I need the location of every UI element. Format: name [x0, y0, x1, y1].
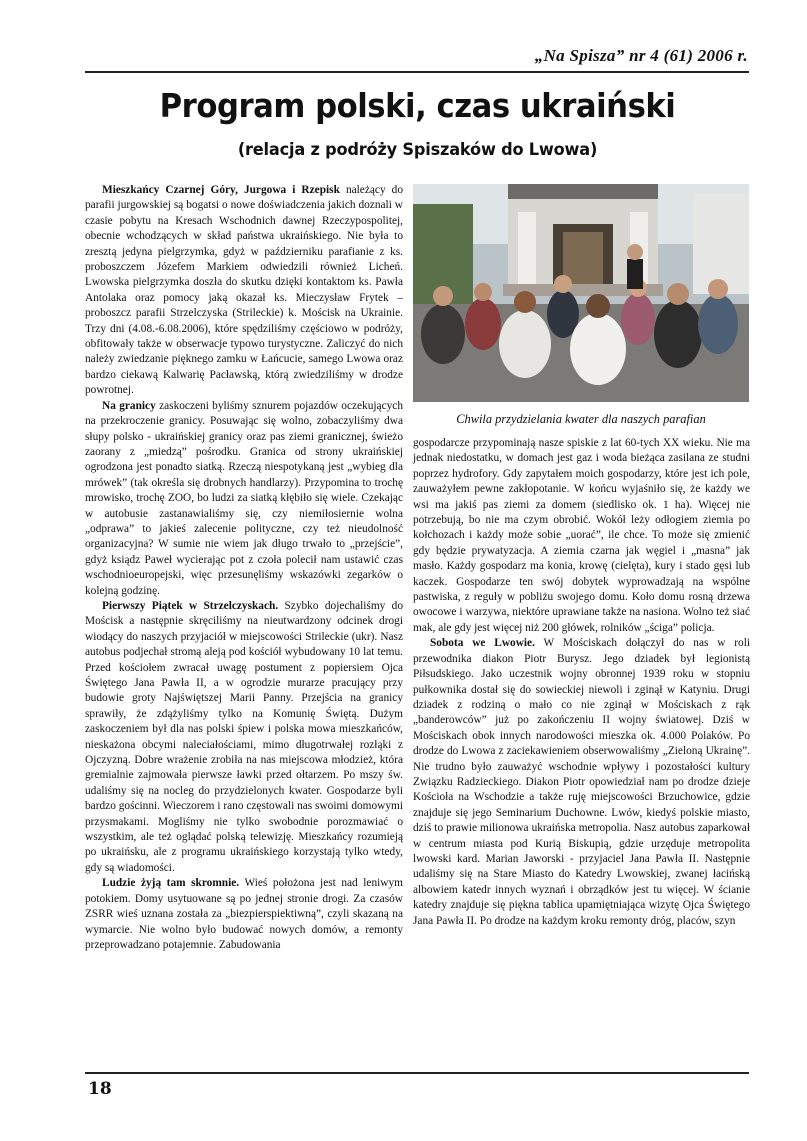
- paragraph: Mieszkańcy Czarnej Góry, Jurgowa i Rzepisk należący do parafii jurgowskiej są bogatsi o nowe doświadczenia jakich doznali w czasie pobytu na Kresach Wschodnich dawnej Rzeczypospolitej, obecnie wchodzących w skład państwa ukraińskiego. Nie była to zresztą jedyna pielgrzymka, gdyż w październiku parafianie z ks. proboszczem Józefem Markiem odwiedzili również Licheń. Lwowska pielgrzymka doszła do skutku dzięki kontaktom ks. Pawła Antolaka oraz pomocy jaką okazał ks. Mieczysław Frytek – proboszcz parafii Strzelczyska (Strileckie) k. Mościsk na Ukrainie. Trzy dni (4.08.-6.08.2006), które spędziliśmy częściowo w podróży, obfitowały także w obserwacje typowo turystyczne. Zaliczyć do nich należy zwiedzanie pięknego zamku w Łańcucie, samego Lwowa oraz bardzo ciekawą Kalwarię Pacławską, którą zwiedziliśmy w drodze powrotnej.: [85, 184, 404, 397]
- header-rule: [85, 71, 749, 73]
- page-number: 18: [88, 1079, 112, 1099]
- footer-rule: [85, 1072, 749, 1074]
- photo-caption: Chwila przydzielania kwater dla naszych parafian: [456, 412, 706, 426]
- left-column: [85, 183, 403, 953]
- paragraph: Pierwszy Piątek w Strzelczyskach. Szybko dojechaliśmy do Mościsk a następnie skręciliśmy na nieutwardzony odcinek drogi wiodący do naszych przyjaciół w miejscowości Strileckie (ukr). Nasz autobus podjechał stromą aleją pod kościół wybudowany 10 lat temu. Przed kościołem zwracał uwagę postument z popiersiem Ojca Świętego Jana Pawła II, a w ogrodzie murarze pracujący przy budowie groty Najświętszej Marii Panny. Przejścia na granicy sprawiły, że zdążyliśmy tylko na Komunię Świętą. Dużym zaskoczeniem był dla nas polski śpiew i polska mowa mieszkańców, nieskażona obcymi naleciałościami, mimo długotrwałej rozłąki z Ojczyzną. Dobre wrażenie zrobiła na nas miejscowa młodzież, która gremialnie zajmowała pierwsze ławki przed ołtarzem. Po mszy św. udaliśmy się na nocleg do przydzielonych kwater. Gospodarze byli bardzo gościnni. Wieczorem i rano częstowali nas swoimi domowymi przysmakami. Mogliśmy nie tylko swobodnie porozmawiać o wszystkim, ale też oglądać polską telewizję. Mieszkańcy rozumieją po ukraińsku, ale z programu ukraińskiego korzystają tylko wtedy, gdy są wiadomości.: [85, 599, 404, 874]
- paragraph: gospodarcze przypominają nasze spiskie z lat 60-tych XX wieku. Nie ma jednak niedostatku, w domach jest gaz i woda bieżąca zasilana ze studni poprzez hydrofory. Gdy zapytałem moich gospodarzy, które jest ich pole, zauważyłem pewne zakłopotanie. W końcu wyjaśniło się, że każdy we wsi ma jakiś pas ziemi za domem (siedlisko ok. 1 ha). Więcej nie potrzebują, bo nie ma czym obrobić. Wokół leży odłogiem ziemia po kołchozach i każdy może sobie „uorać”, ile chce. To może się zmienić gdy będzie prywatyzacja. A ziemia czarna jak węgiel i „masna” jak masło. Każdy gospodarz ma konia, krowę (cielęta), kury i stado gęsi lub kaczek. Gospodarze ten swój dobytek wyprowadzają na wspólne pastwiska, z reguły w pobliżu swojego domu. Koło domu rosną drzewa owocowe i warzywa, niektóre uprawiane także na nasiona. Wolno też siać mak, ale gdy jest więcej niż 200 główek, rolników „ściga” policja.: [413, 437, 750, 634]
- article-title: Program polski, czas ukraiński: [159, 86, 676, 125]
- paragraph: Ludzie żyją tam skromnie. Wieś położona jest nad leniwym potokiem. Domy usytuowane są po jednej stronie drogi. Za czasów ZSRR wieś uznana została za „biezpierspiektiwną”, czyli skazaną na wymarcie. Nie wolno było budować nowych domów, a remonty przeprowadzano potajemnie. Zabudowania: [85, 877, 403, 951]
- church-group-photo: [413, 184, 749, 402]
- article-subtitle: (relacja z podróży Spiszaków do Lwowa): [237, 140, 598, 160]
- paragraph: Sobota we Lwowie. W Mościskach dołączył do nas w roli przewodnika diakon Piotr Burysz. Jego dziadek był legionistą Piłsudskiego. Jako uczestnik wojny obronnej 1939 roku w stopniu pułkownika dostał się do sowieckiej niewoli i zginął w Katyniu. Drugi dziadek z rodziną o mało co nie zginął w Mościskach z rąk „banderowców” już po zakończeniu II wojny światowej. Dziś w Mościskach obok innych narodowości mieszka ok. 4.000 Polaków. Po drodze do Lwowa z zaciekawieniem obserwowaliśmy „Zieloną Ukrainę”. Nie trudno było zauważyć wschodnie wpływy i pozostałości kultury Związku Radzieckiego. Diakon Piotr opowiedział nam po drodze dzieje Kościoła na Wschodzie a także ruję miejscowości Brzuchowice, gdzie znajduje się jego Seminarium Duchowne. Lwów, kiedyś polskie miasto, dziś to prawie milionowa ukraińska metropolia. Nasz autobus zaparkował w centrum miasta pod Kurią Biskupią, gdzie urzęduje metropolita lwowski kard. Marian Jaworski - przyjaciel Jana Pawła II. Następnie udaliśmy się na Stare Miasto do Katedry Lwowskiej, zwanej łacińską albowiem katedr innych wyznań i obrządków jest tu więcej. W ścianie katedry znajduje się piękna tablica upamiętniająca wizytę Ojca Świętego Jana Pawła II. Po drodze na każdym kroku remonty dróg, placów, szyn: [413, 637, 750, 927]
- right-column: [413, 436, 750, 929]
- running-header: „Na Spisza” nr 4 (61) 2006 r.: [534, 46, 748, 65]
- paragraph: Na granicy zaskoczeni byliśmy sznurem pojazdów oczekujących na przekroczenie granicy. Posuwając się wolno, zobaczyliśmy dwa słupy polsko - ukraińskiej granicy oraz pas ziemi granicznej, świeżo zaorany z „miedzą” pośrodku. Granica od strony ukraińskiej ogrodzona jest ponadto siatką. Rzeczą niespotykaną jest „wybieg dla mrówek” (tak określa się drobnych handlarzy). Przypomina to trochę mrowisko, trochę ZOO, bo ludzi za siatką kłębiło się wiele. Czekając w autobusie zastanawialiśmy się, czy niemiłosiernie wolna „odprawa” to jakieś zalecenie polityczne, czy też nieudolność organizacyjna? W sumie nie wiem jak długo trwało to „przejście”, gdyż ksiądz Paweł wycierając pot z czoła polecił nam ustawić czas wschodnioeuropejski, więc przesunęliśmy wskazówki zegarków o kolejną godzinę.: [85, 399, 403, 597]
